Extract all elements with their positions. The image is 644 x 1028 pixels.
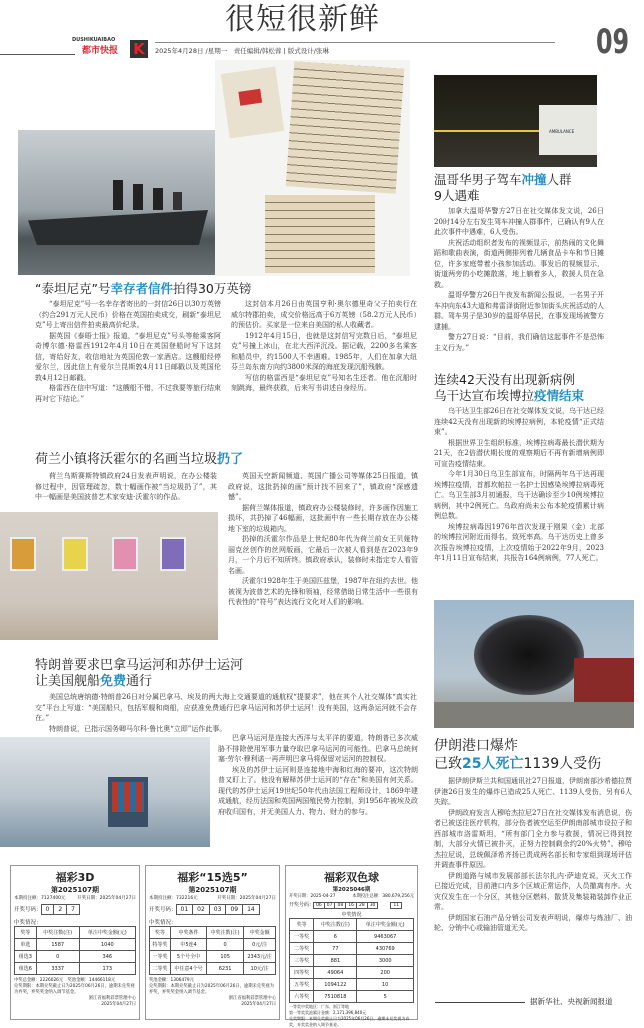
col-header: 中奖注数(注) [36,927,79,939]
draw-number: 02 [192,904,210,915]
headline-text: 通行 [126,674,153,689]
col-header: 中奖金额 [244,927,276,939]
paragraph: 沃霍尔1928年生于美国匹兹堡，1987年在纽约去世。他被视为波普艺术的先锋和领袖，经常借助日常生活中一些很有代表性的“符号”表达流行文化对人们的影响。 [228,577,418,606]
prize-section-label: 中奖情况： [149,920,177,926]
gallery-photo [0,512,218,640]
lottery-issue: 第2025046期 [332,887,371,893]
paragraph: 荷兰乌斯赛斯特镇政府24日发表声明说，在办公楼装修过程中，因管理疏忽，数十幅画作被“当垃圾扔了”，其中一幅画是美国波普艺术家安迪·沃霍尔的作品。 [35,472,217,501]
cell: 49064 [314,967,357,979]
col-header: 中奖条件 [170,927,206,939]
article-ebola [434,406,604,564]
paragraph: 据英国《泰晤士报》报道，“泰坦尼克”号头等舱乘客阿奇博尔德·格雷西1912年4月10日在英国登船时写下这封信，寄给好友，收信地址为英国伦敦一家酒店。这艘船经停爱尔兰，因此信上有爱尔兰昆斯敦4月11日邮戳以及英国伦敦4月12日邮戳。 [35,331,221,382]
paragraph: 美国总统唐纳德·特朗普26日对分属巴拿马、埃及的两大海上交通要道的通航权“提要求”，他在其个人社交媒体“真实社交”平台上写道：“美国船只，包括军舰和商船，应获准免费通行巴拿马运河和苏伊士运河！没有美国，这两条运河就不会存在。” [35,693,417,722]
cell: 105 [207,951,244,963]
issue-date: 2025年04月27日 [101,1002,136,1007]
table-row [290,991,414,1003]
paragraph: 巴拿马运河是连接大西洋与太平洋的要道，特朗普已多次威胁不排除使用军事力量夺取巴拿马运河的可能性。巴拿马总统何塞·劳尔·穆利诺一再声明巴拿马将保留对运河的控制权。 [218,734,418,763]
cell: 0 [36,951,79,963]
paragraph: 加拿大温哥华警方27日在社交媒体发文说，26日20时14分左右发生驾车冲撞人群事件，已确认有9人在此次事件中遇难，6人受伤。 [434,207,604,236]
red-ball: 06 [313,902,325,909]
divider [435,1002,525,1003]
red-ball: 30 [367,902,379,909]
cell: 7510818 [314,991,357,1003]
paragraph: 埃博拉病毒因1976年首次发现于刚果（金）北部的埃博拉河附近而得名，致死率高。乌干达历史上曾多次报告埃博拉疫情，上次疫情始于2022年9月，2023年1月11日宣布结束，共报告164例病例，77人死亡。 [434,522,604,562]
cell: 3337 [36,963,79,975]
note: 奖池金额：1306479元 [149,978,194,983]
cell: 77 [314,943,357,955]
headline-text: 荷兰小镇将沃霍尔的名画当垃圾 [35,452,218,467]
headline-text: 温哥华男子驾车 [434,172,522,187]
lottery-15x5 [145,865,280,1020]
ambulance-label: AMBULANCE [549,129,575,134]
lottery-ssq [285,865,418,1027]
col-header: 奖等 [150,927,171,939]
headline-text: 特朗普要求巴拿马运河和苏伊士运河 [35,658,244,673]
draw-number: 03 [209,904,227,915]
lottery-issue: 第2025107期 [50,886,100,894]
issue-date: 2025年04月27日 [241,1002,276,1007]
cell: 中5连4 [170,939,206,951]
article-vancouver [434,206,604,353]
numbers-label: 开奖号码： [14,907,42,913]
sales-amount: 本期投注额：732216元 [149,896,198,901]
table-row [15,939,136,951]
headline-highlight: 幸存者信件 [110,281,173,296]
headline-text: 9人遇难 [434,188,480,203]
iran-explosion-photo [434,600,634,728]
cell: 六等奖 [290,991,314,1003]
cell: 0元/注 [244,939,276,951]
letter-photo [215,60,410,276]
headline-text: 伊朗港口爆炸 [434,738,518,754]
table-row [290,955,414,967]
paragraph: 特朗普说，已指示国务卿马尔科·鲁比奥“立即”运作此事。 [49,724,227,733]
divider [155,42,555,43]
col-header: 单注中奖金额(元) [79,927,135,939]
headline-ebola [434,372,639,404]
ship-photo [0,737,210,847]
lottery-issue: 第2025107期 [188,886,237,894]
paragraph: 据伊朗伊斯兰共和国通讯社27日报道，伊朗南部沙希德拉贾伊港26日发生的爆炸已造成25人死亡、1139人受伤，另有6人失踪。 [434,777,632,806]
headline-text: 已致 [434,756,462,772]
table-row [150,951,276,963]
draw-date: 开奖日期：2025年04月27日 [77,896,136,901]
source-credit: 据新华社、央视新闻报道 [530,997,613,1006]
paragraph: 庆祝活动组织者发布的视频显示，前热闹的文化舞蹈和歌曲表演，街道两侧排列着几辆食品卡车和节日摊位，许多家庭带着小孩参加活动。事发后的视频显示，街道两旁的小吃摊散落，地上躺着多人，救援人员在急救。 [434,238,604,289]
blue-ball: 11 [390,902,402,909]
cell: 二等奖 [150,963,171,975]
paragraph: 乌干达卫生部26日在社交媒体发文说，乌干达已经连续42天没有出现新的埃博拉病例，本轮疫情“正式结束”。 [434,407,604,436]
paragraph: 英国天空新闻频道、英国广播公司等媒体25日报道，镇政府说，这批扔掉的画“预计找不回来了”，镇政府“深感遗憾”。 [228,472,418,501]
draw-number: 09 [225,904,243,915]
cell: 10元/注 [244,963,276,975]
issuer: 浙江省福利彩票管理中心 [228,996,276,1001]
paragraph: 格雷西在信中写道：“这艘船不错，不过我要等旅行结束再对它下结论。” [35,384,221,403]
table-row [290,979,414,991]
cell: 346 [79,951,135,963]
paragraph: 这封信本月26日由英国亨利·奥尔德里奇父子拍卖行在威尔特郡拍卖，成交价格远高于6万英镑（58.2万元人民币）的预估价。买家是一位来自美国的私人收藏者。 [231,300,417,329]
draw-date: 开奖日期：2025-04-27 [289,894,336,899]
table-row [290,967,414,979]
paragraph: 1912年4月15日，也就是这封信写完数日后，“泰坦尼克”号撞上冰山，在北大西洋沉没。据记载，2200多名乘客和船员中，约1500人不幸遇难。1985年，人们在加拿大纽芬兰岛东南方向约3800米深的海底发现沉船残骸。 [231,331,417,371]
cell: 9463067 [357,931,414,943]
col-header: 奖等 [290,919,314,931]
k-logo-icon: K [130,40,148,58]
table-row [150,939,276,951]
article-canal-b [218,733,418,817]
headline-text: 连续42天没有出现新病例 [434,372,575,387]
draw-number: 2 [53,904,67,915]
col-header: 奖等 [15,927,37,939]
page-number: 09 [596,22,630,62]
note: 兑奖期限：本期兑奖截止日为2025年06月26日，逾期未兑奖视为弃奖，弃奖奖金纳入调节基金。 [149,984,274,995]
cell: 10 [357,979,414,991]
article-iran [434,776,632,934]
note: 一等奖中奖地区：广东、浙江等地 [289,1004,349,1009]
issue-meta: 2025年4月28日 /星期一 责任编辑/韩松蓉 | 版式设计/张琳 [155,47,329,55]
headline-text: 拍得30万英镑 [172,281,252,296]
numbers-label: 开奖号码： [149,907,177,913]
lottery-title: 福彩“15选5” [177,871,248,884]
col-header: 中奖注数(注) [314,919,357,931]
headline-canal [35,658,415,690]
paragraph: 警方27日说：“目前，我们确信这起事件不是恐怖主义行为。” [434,333,604,352]
cell: 组选3 [15,951,37,963]
headline-iran [434,737,634,773]
draw-number: 0 [41,904,55,915]
red-ball: 08 [334,902,346,909]
prize-section-label: 中奖情况： [14,920,42,926]
article-titanic [35,299,417,404]
cell: 173 [79,963,135,975]
lottery-title: 福彩双色球 [324,871,379,884]
headline-highlight: 冲撞 [521,172,547,187]
paragraph: 据荷兰媒体报道，镇政府办公楼装修时，许多画作因施工损坏，共扔掉了46幅画，这批画中有一些长期存放在办公楼地下室的垃圾箱内。 [228,503,418,533]
cell: 5个号全中 [170,951,206,963]
draw-date: 开奖日期：2025年04月27日 [217,896,276,901]
paragraph: “泰坦尼克”号一名幸存者寄出的一封信26日以30万英镑（约合291万元人民币）价格在英国拍卖成交，刷新“泰坦尼克”号上寄出信件拍卖最高价纪录。 [35,300,221,329]
table-row [290,943,414,955]
cell: 1094122 [314,979,357,991]
table-row [150,963,276,975]
headline-text: 乌干达宣布埃博拉 [434,388,535,403]
cell: 组选6 [15,963,37,975]
paragraph: 扔掉的沃霍尔作品是上世纪80年代为荷兰前女王贝娅特丽克丝创作的丝网版画，它最后一次被人看到是在2023年9月，一个月后不知所终。镇政府承认，装修时未指定专人看管名画。 [228,535,418,575]
cell: 5 [357,991,414,1003]
note: 第一等奖奖池累计金额：2,171,396,840元 [289,1010,367,1015]
headline-highlight: 免费 [100,674,127,689]
brand-logo: 都市快报 [82,46,119,56]
cell: 二等奖 [290,943,314,955]
titanic-photo [18,130,215,275]
section-title: 很短很新鲜 [225,2,380,37]
brand-en: DUSHIKUAIBAO [72,37,116,43]
paragraph: 根据世界卫生组织标准，埃博拉病毒最长潜伏期为21天，在2倍潜伏期长度的观察期后不再有新增病例即可宣告疫情结束。 [434,438,604,468]
paragraph: 埃及的苏伊士运河则是连接地中海和红海的要冲，这次特朗普又盯上了。他没有解释苏伊士运河的“存在”和美国有何关系。现代的苏伊士运河19世纪50年代由法国工程师设计，1869年建成通航，经历法国和英国两国殖民势力控制，到1956年被埃及政府收归国有，并无美国人力、物力、财力的参与。 [218,765,418,816]
headline-titanic [35,281,251,297]
headline-highlight: 扔了 [217,452,244,467]
paragraph: 伊朗道路与城市发展部部长法尔扎内·萨迪克说，灭火工作已接近完成，目前港口内多个区域正常运作，人员撤离有序。火灾仅发生在一个分区，其他分区燃料、散货及集装箱装卸作业正常。 [434,871,632,911]
note: 兑奖期限：本期兑奖截止日为2025年06月26日，逾期未兑奖视为弃奖，弃奖奖金纳入调节基金。 [14,984,135,995]
cell: 一等奖 [150,951,171,963]
red-ball: 28 [356,902,368,909]
table-row [15,951,136,963]
numbers-label: 开奖号码： [289,902,315,908]
article-canal [35,692,417,734]
paragraph: 温哥华警方26日午夜发布新闻公报说，一名男子开车冲向东43大道和弗雷泽街附近参加街头庆祝活动的人群。驾车男子是30岁的温哥华居民，在事发现场被警方逮捕。 [434,291,604,331]
cell: 中任意4个号 [170,963,206,975]
cell: 0 [207,939,244,951]
headline-text: 让美国舰船 [35,674,101,689]
draw-number: 7 [66,904,80,915]
note: 兑奖期限：本期兑奖截止日为2025年06月26日，逾期未兑奖视为弃奖，弃奖奖金纳入调节基金。 [289,1016,410,1027]
cell: 6231 [207,963,244,975]
vancouver-photo [434,75,597,167]
cell: 2343元/注 [244,951,276,963]
col-header: 单注中奖金额(元) [357,919,414,931]
draw-number: 01 [176,904,194,915]
cell: 特等奖 [150,939,171,951]
sales-amount: 本期投注总额：380,679,256元 [352,894,414,899]
table-row [15,963,136,975]
cell: 三等奖 [290,955,314,967]
cell: 881 [314,955,357,967]
cell: 1040 [79,939,135,951]
table-row [290,931,414,943]
article-warhol-b [228,471,418,608]
headline-vancouver [434,172,634,204]
headline-text: 1139人受伤 [523,756,602,772]
headline-text: 人群 [546,172,572,187]
cell: 一等奖 [290,931,314,943]
draw-number: 14 [242,904,260,915]
cell: 单选 [15,939,37,951]
headline-text: “泰坦尼克”号 [35,281,111,296]
cell: 3000 [357,955,414,967]
sales-amount: 本期投注额：7127400元 [14,896,66,901]
paragraph: 写信的格雷西是“泰坦尼克”号知名生还者。他在沉船时刻跳海，最终获救，后来写书讲述自身经历。 [231,373,417,392]
cell: 6 [314,931,357,943]
paragraph: 伊朗国家石油产品分销公司发表声明说，爆炸与炼油厂、油轮、分销中心或输油管道无关。 [434,913,632,932]
issuer: 浙江省福利彩票管理中心 [88,996,136,1001]
cell: 四等奖 [290,967,314,979]
col-header: 中奖注数(注) [207,927,244,939]
headline-highlight: 疫情结束 [534,388,585,403]
lottery-3d [10,865,140,1020]
paragraph: 伊朗政府发言人穆哈杰拉尼27日在社交媒体发布消息说，伤者已被送往医疗机构，部分伤者被空运至伊朗南部城市设拉子和西部城市洛雷斯坦，“所有部门全力参与救援，情况已得到控制，大部分火情已被扑灭，正努力控制剩余约20%火势”。穆哈杰拉尼说，总统佩泽希齐扬已责成两名部长和专家组到现场评估并调查事件原因。 [434,808,632,869]
prize-table [149,926,276,975]
cell: 1587 [36,939,79,951]
divider [0,54,75,55]
cell: 五等奖 [290,979,314,991]
lottery-title: 福彩3D [55,871,95,884]
prize-section-label: 中奖情况 [341,912,362,918]
prize-table [14,926,136,975]
headline-warhol [35,452,243,468]
article-warhol-a [35,471,217,503]
prize-table [289,918,414,1003]
cell: 430769 [357,943,414,955]
note: 中奖总金额：2226026元 奖池金额：14466118元 [14,978,116,983]
paragraph: 今年1月30日乌卫生部宣布，时隔两年乌干达再现埃博拉疫情，首都坎帕拉一名护士因感染埃博拉病毒死亡。乌卫生部3月初通报，乌干达确诊至少10例埃博拉病例，其中2例死亡。乌政府尚未公布本轮疫情累计病例总数。 [434,470,604,520]
red-ball: 07 [324,902,336,909]
headline-highlight: 25人死亡 [462,756,524,772]
red-ball: 16 [345,902,357,909]
cell: 200 [357,967,414,979]
